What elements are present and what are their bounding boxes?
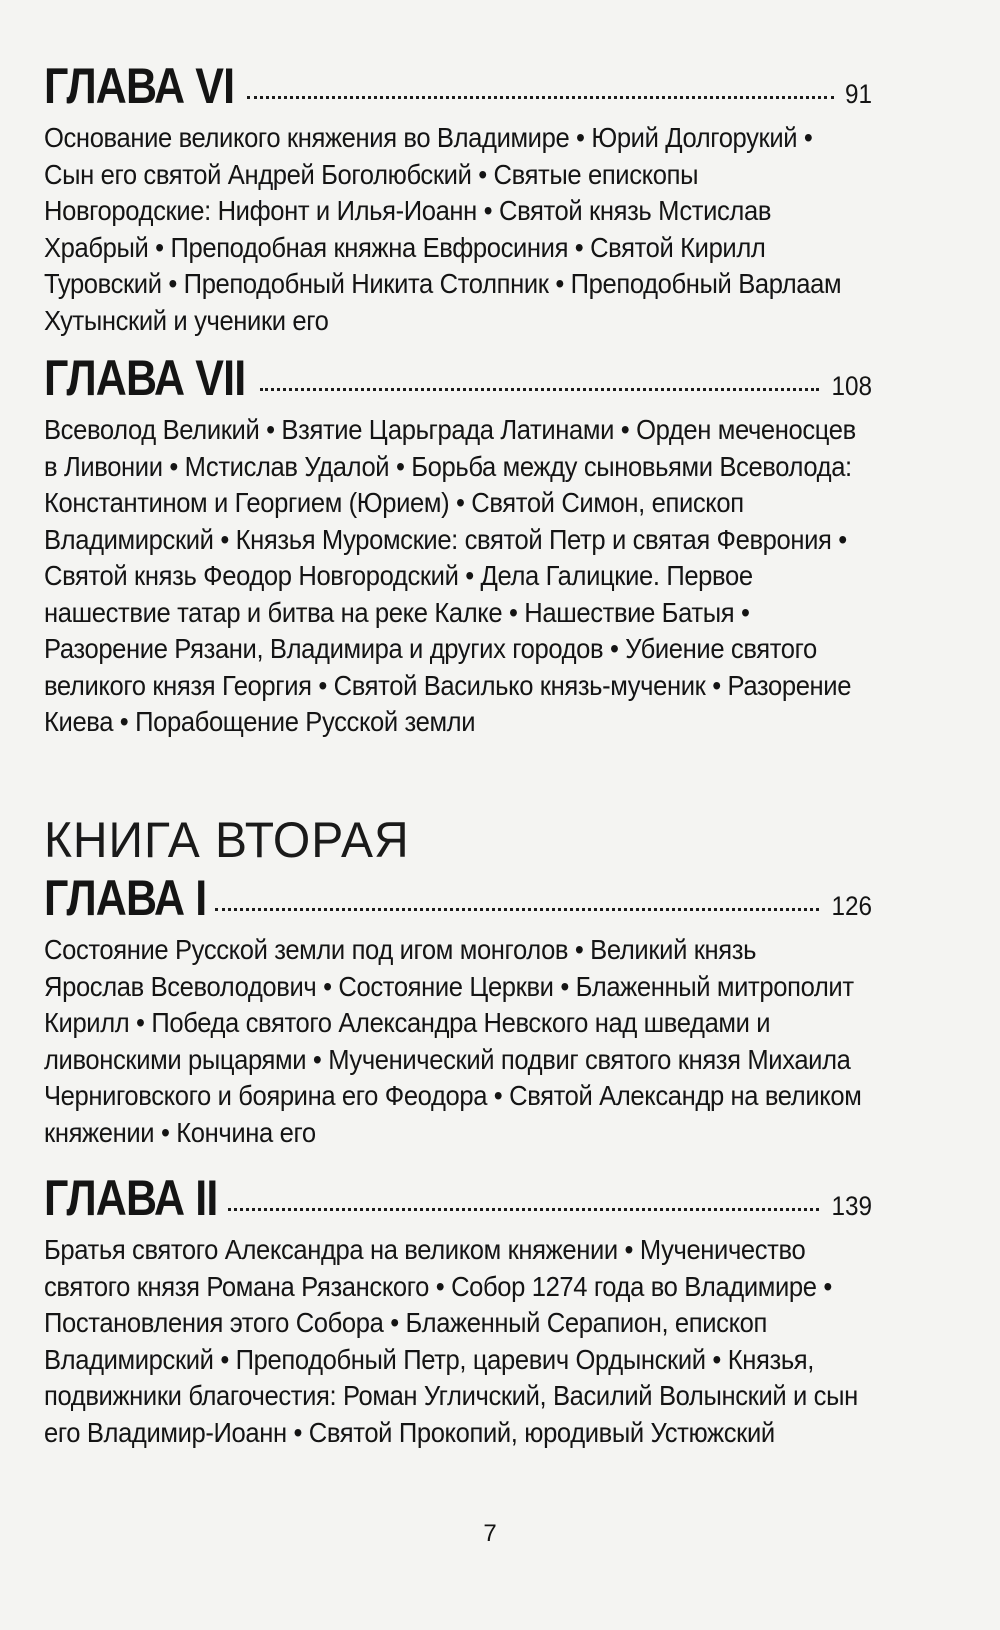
chapter-summary	[44, 1232, 864, 1451]
chapter-title: ГЛАВА I	[44, 870, 207, 926]
chapter-title: ГЛАВА VI	[44, 58, 235, 114]
chapter-heading	[44, 1170, 872, 1226]
chapter-vii	[44, 350, 872, 741]
chapter-heading	[44, 870, 872, 926]
book-title: КНИГА ВТОРАЯ	[44, 812, 410, 868]
chapter-title: ГЛАВА VII	[44, 350, 246, 406]
chapter-summary-text: Состояние Русской земли под игом монголов • Великий князь Ярослав Всеволодович • Состояние Церкви • Блаженный митрополит Кирилл • Победа святого Александра Невского над шведами и ливонскими рыцарями • Мученический подвиг святого князя Михаила Черниговского и боярина его Феодора • Святой Александр на великом княжении • Кончина его	[44, 934, 862, 1148]
chapter-summary-text: Братья святого Александра на великом княжении • Мученичество святого князя Романа Рязанского • Собор 1274 года во Владимире • Постановления этого Собора • Блаженный Серапион, епископ Владимирский • Преподобный Петр, царевич Ордынский • Князья, подвижники благочестия: Роман Угличский, Василий Волынский и сын его Владимир-Иоанн • Святой Прокопий, юродивый Устюжский	[44, 1234, 858, 1448]
page-number: 7	[483, 1520, 497, 1547]
chapter-heading	[44, 350, 872, 406]
book2-chapter-ii	[44, 1170, 872, 1451]
chapter-page-number: 108	[831, 371, 872, 401]
book2-chapter-i	[44, 870, 872, 1151]
dot-leader	[260, 388, 819, 391]
chapter-summary-text: Всеволод Великий • Взятие Царьграда Латинами • Орден меченосцев в Ливонии • Мстислав Удалой • Борьба между сыновьями Всеволода: Константином и Георгием (Юрием) • Святой Симон, епископ Владимирский • Князья Муромские: святой Петр и святая Феврония • Святой князь Феодор Новгородский • Дела Галицкие. Первое нашествие татар и битва на реке Калке • Нашествие Батыя • Разорение Рязани, Владимира и других городов • Убиение святого великого князя Георгия • Святой Василько князь-мученик • Разорение Киева • Порабощение Русской земли	[44, 414, 856, 737]
chapter-summary	[44, 932, 864, 1151]
chapter-page-number: 91	[844, 79, 872, 109]
chapter-title: ГЛАВА II	[44, 1170, 218, 1226]
chapter-page-number: 139	[831, 1191, 872, 1221]
dot-leader	[215, 908, 819, 911]
chapter-summary	[44, 412, 864, 741]
chapter-page-number: 126	[831, 891, 872, 921]
chapter-heading	[44, 58, 872, 114]
chapter-summary	[44, 120, 864, 339]
chapter-vi	[44, 58, 872, 339]
dot-leader	[228, 1208, 819, 1211]
chapter-summary-text: Основание великого княжения во Владимире • Юрий Долгорукий • Сын его святой Андрей Боголюбский • Святые епископы Новгородские: Нифонт и Илья-Иоанн • Святой князь Мстислав Храбрый • Преподобная княжна Евфросиния • Святой Кирилл Туровский • Преподобный Никита Столпник • Преподобный Варлаам Хутынский и ученики его	[44, 122, 842, 336]
dot-leader	[247, 96, 834, 99]
